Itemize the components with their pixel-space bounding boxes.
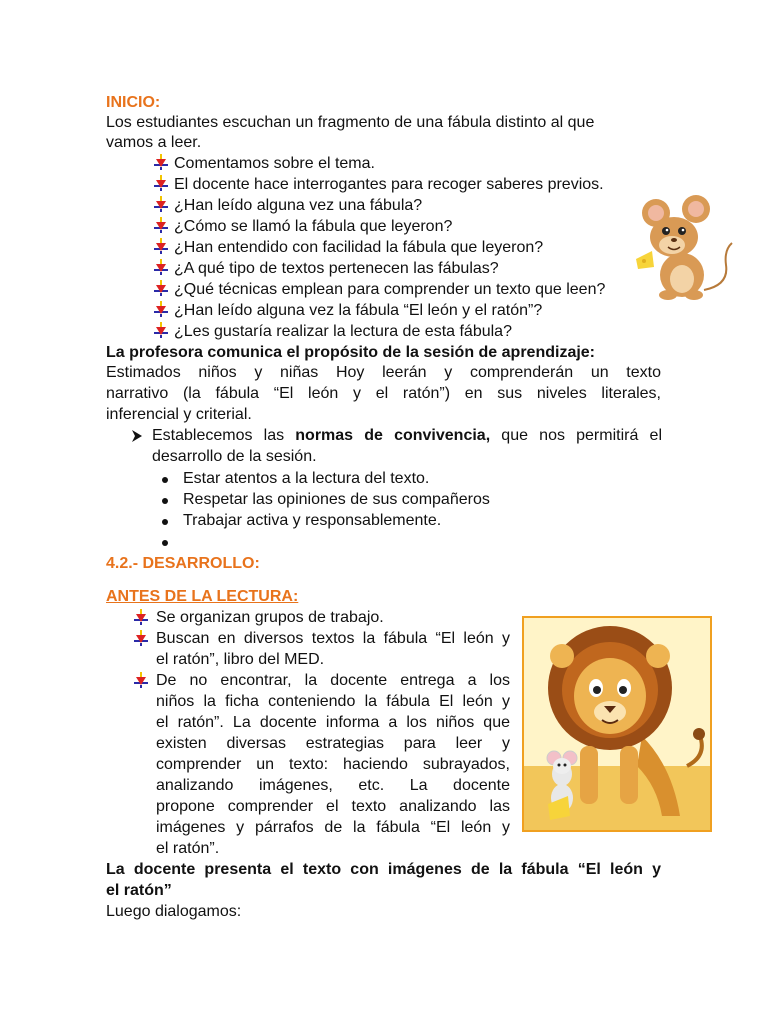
arrow-down-icon: [154, 280, 168, 296]
list-item: Respetar las opiniones de sus compañeros: [183, 491, 490, 508]
list-item: ¿Qué técnicas emplean para comprender un texto que leen?: [174, 281, 606, 298]
antes-item-3-line: existen diversas estrategias para leer y: [156, 735, 510, 752]
normas-text-pre: Establecemos las: [152, 427, 296, 444]
list-item: ¿Cómo se llamó la fábula que leyeron?: [174, 218, 453, 235]
bullet-dot-icon: [162, 519, 168, 525]
mouse-with-cheese-illustration: [634, 195, 734, 305]
list-item: Comentamos sobre el tema.: [174, 155, 375, 172]
antes-lectura-heading: ANTES DE LA LECTURA:: [106, 588, 299, 605]
list-item: Trabajar activa y responsablemente.: [183, 512, 442, 529]
presenta-line2: el ratón”: [106, 882, 172, 899]
normas-text-bold: normas de convivencia,: [295, 427, 491, 444]
arrow-down-icon: [154, 154, 168, 170]
arrow-down-icon: [134, 609, 148, 625]
list-item: Estar atentos a la lectura del texto.: [183, 470, 430, 487]
list-item: El docente hace interrogantes para recoger saberes previos.: [174, 176, 604, 193]
antes-item-3-line: el ratón”. La docente informa a los niños que: [156, 714, 510, 731]
list-item: ¿Han leído alguna vez la fábula “El león y el ratón”?: [174, 302, 543, 319]
arrow-down-icon: [154, 238, 168, 254]
presenta-line1: La docente presenta el texto con imágenes de la fábula “El león y: [106, 861, 661, 878]
antes-item-1: Se organizan grupos de trabajo.: [156, 609, 384, 626]
bullet-dot-icon: [162, 540, 168, 546]
normas-line2: desarrollo de la sesión.: [152, 448, 317, 465]
antes-item-3-line: niños la ficha conteniendo la fábula El león y: [156, 693, 510, 710]
proposito-line2: narrativo (la fábula “El león y el ratón”) en sus niveles literales,: [106, 385, 661, 402]
list-item: ¿Les gustaría realizar la lectura de esta fábula?: [174, 323, 512, 340]
antes-item-3-line: propone comprender el texto analizando las: [156, 798, 510, 815]
arrow-down-icon: [154, 259, 168, 275]
arrow-down-icon: [154, 175, 168, 191]
list-item: ¿Han leído alguna vez una fábula?: [174, 197, 423, 214]
luego-dialogamos: Luego dialogamos:: [106, 903, 242, 920]
proposito-heading: La profesora comunica el propósito de la sesión de aprendizaje:: [106, 344, 596, 361]
arrowhead-bullet-icon: [131, 429, 143, 443]
arrow-down-icon: [154, 322, 168, 338]
antes-item-3-line: analizando imágenes, etc. La docente: [156, 777, 510, 794]
list-item: ¿Han entendido con facilidad la fábula que leyeron?: [174, 239, 544, 256]
arrow-down-icon: [134, 672, 148, 688]
antes-item-3-line: el ratón”.: [156, 840, 220, 857]
lion-and-mouse-illustration: [522, 616, 712, 832]
inicio-heading: INICIO:: [106, 94, 161, 111]
inicio-intro-line1: Los estudiantes escuchan un fragmento de una fábula distinto al que: [106, 114, 595, 131]
bullet-dot-icon: [162, 498, 168, 504]
arrow-down-icon: [154, 301, 168, 317]
bullet-dot-icon: [162, 477, 168, 483]
normas-line1: [152, 426, 662, 446]
antes-item-3-line: De no encontrar, la docente entrega a los: [156, 672, 510, 689]
proposito-line1: Estimados niños y niñas Hoy leerán y comprenderán un texto: [106, 364, 661, 381]
list-item: ¿A qué tipo de textos pertenecen las fábulas?: [174, 260, 499, 277]
antes-item-3-line: imágenes y párrafos de la fábula “El león y: [156, 819, 510, 836]
arrow-down-icon: [154, 196, 168, 212]
antes-item-3-line: comprender un texto: haciendo subrayados,: [156, 756, 510, 773]
proposito-line3: inferencial y criterial.: [106, 406, 252, 423]
arrow-down-icon: [134, 630, 148, 646]
desarrollo-heading: 4.2.- DESARROLLO:: [106, 555, 260, 572]
antes-item-2-line2: el ratón”, libro del MED.: [156, 651, 325, 668]
antes-item-2-line1: Buscan en diversos textos la fábula “El león y: [156, 630, 510, 647]
normas-text-post: que nos permitirá el: [490, 427, 662, 444]
arrow-down-icon: [154, 217, 168, 233]
inicio-intro-line2: vamos a leer.: [106, 134, 202, 151]
